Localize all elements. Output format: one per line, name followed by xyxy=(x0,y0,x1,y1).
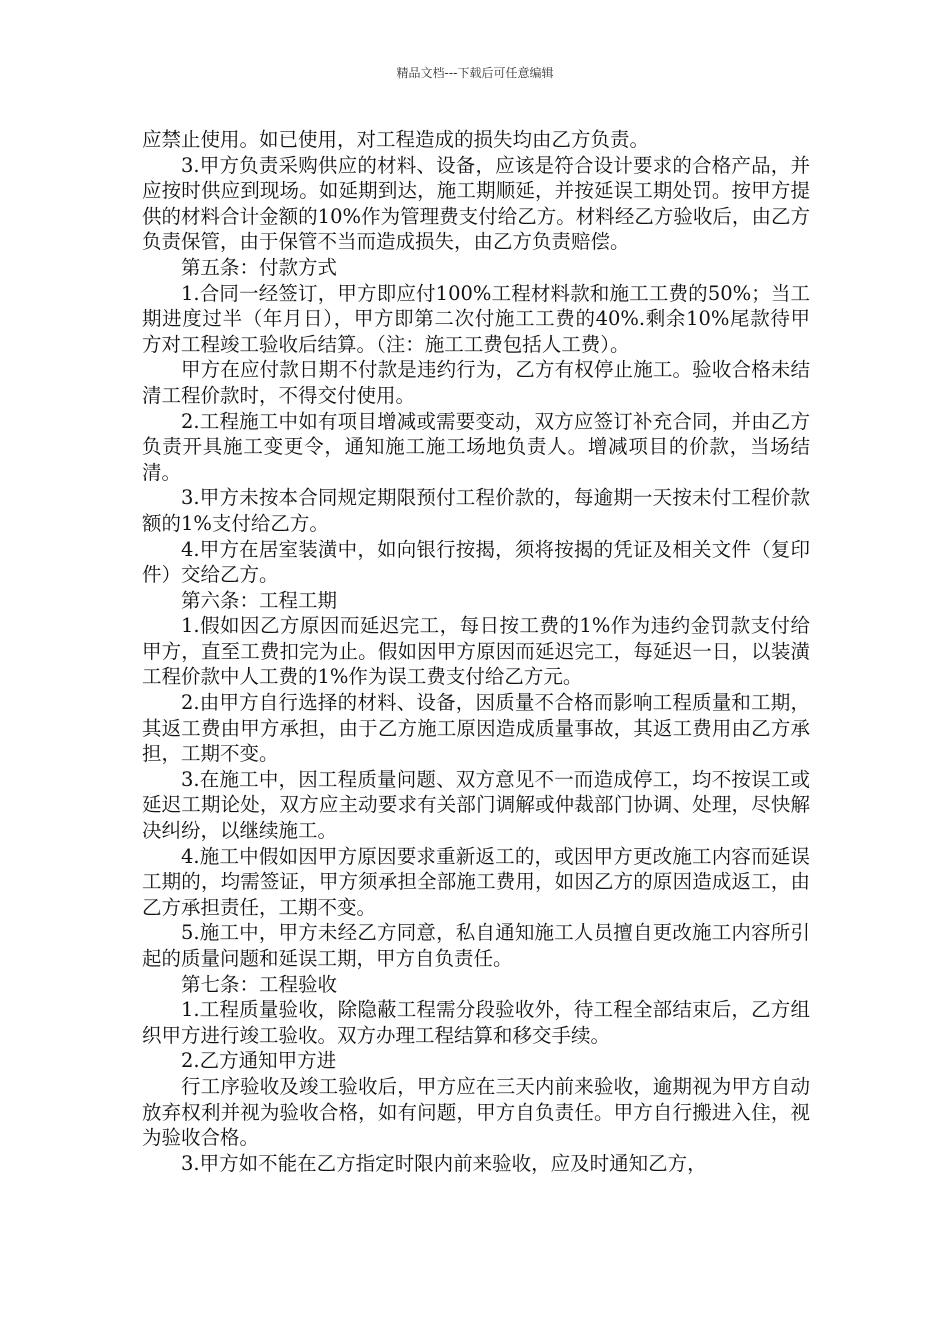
paragraph: 1.工程质量验收，除隐蔽工程需分段验收外，待工程全部结束后，乙方组织甲方进行竣工验收。双方办理工程结算和移交手续。 xyxy=(142,998,810,1047)
paragraph: 2.由甲方自行选择的材料、设备，因质量不合格而影响工程质量和工期，其返工费由甲方承担，由于乙方施工原因造成质量事故，其返工费用由乙方承担，工期不变。 xyxy=(142,691,810,766)
section-heading: 第五条：付款方式 xyxy=(181,255,338,279)
paragraph: 4.施工中假如因甲方原因要求重新返工的，或因甲方更改施工内容而延误工期的，均需签证，甲方须承担全部施工费用，如因乙方的原因造成返工，由乙方承担责任，工期不变。 xyxy=(142,844,810,919)
paragraph: 3.甲方未按本合同规定期限预付工程价款的，每逾期一天按未付工程价款额的1%支付给乙方。 xyxy=(142,486,810,535)
paragraph: 应禁止使用。如已使用，对工程造成的损失均由乙方负责。 xyxy=(142,128,650,151)
paragraph: 3.在施工中，因工程质量问题、双方意见不一而造成停工，均不按误工或延迟工期论处，双方应主动要求有关部门调解或仲裁部门协调、处理，尽快解决纠纷，以继续施工。 xyxy=(142,767,810,843)
paragraph: 2.工程施工中如有项目增减或需要变动，双方应签订补充合同，并由乙方负责开具施工变更令，通知施工施工场地负责人。增减项目的价款，当场结清。 xyxy=(142,409,810,484)
paragraph: 甲方在应付款日期不付款是违约行为，乙方有权停止施工。验收合格未结清工程价款时，不得交付使用。 xyxy=(142,358,810,407)
paragraph: 1.假如因乙方原因而延迟完工，每日按工费的1%作为违约金罚款支付给甲方，直至工费扣完为止。假如因甲方原因而延迟完工，每延迟一日，以装潢工程价款中人工费的1%作为误工费支付给乙方元。 xyxy=(142,614,810,689)
paragraph: 3.甲方如不能在乙方指定时限内前来验收，应及时通知乙方， xyxy=(181,1151,707,1175)
section-heading: 第六条：工程工期 xyxy=(181,588,338,612)
paragraph: 3.甲方负责采购供应的材料、设备，应该是符合设计要求的合格产品，并应按时供应到现场。如延期到达，施工期顺延，并按延误工期处罚。按甲方提供的材料合计金额的10%作为管理费支付给乙方。材料经乙方验收后，由乙方负责保管，由于保管不当而造成损失，由乙方负责赔偿。 xyxy=(142,153,810,254)
section-heading: 第七条：工程验收 xyxy=(181,972,338,996)
paragraph: 1.合同一经签订，甲方即应付100%工程材料款和施工工费的50%；当工期进度过半（年月日），甲方即第二次付施工工费的40%.剩余10%尾款待甲方对工程竣工验收后结算。（注：施工工费包括人工费）。 xyxy=(142,281,810,356)
paragraph: 5.施工中，甲方未经乙方同意，私自通知施工人员擅自更改施工内容所引起的质量问题和延误工期，甲方自负责任。 xyxy=(142,921,810,970)
paragraph: 4.甲方在居室装潢中，如向银行按揭，须将按揭的凭证及相关文件（复印件）交给乙方。 xyxy=(142,537,810,587)
paragraph: 2.乙方通知甲方进 xyxy=(181,1049,337,1073)
paragraph: 行工序验收及竣工验收后，甲方应在三天内前来验收，逾期视为甲方自动放弃权利并视为验收合格，如有问题，甲方自负责任。甲方自行搬进入住，视为验收合格。 xyxy=(142,1074,810,1150)
document-body xyxy=(142,127,810,1176)
page-header: 精品文档---下载后可任意编辑 xyxy=(396,66,554,80)
